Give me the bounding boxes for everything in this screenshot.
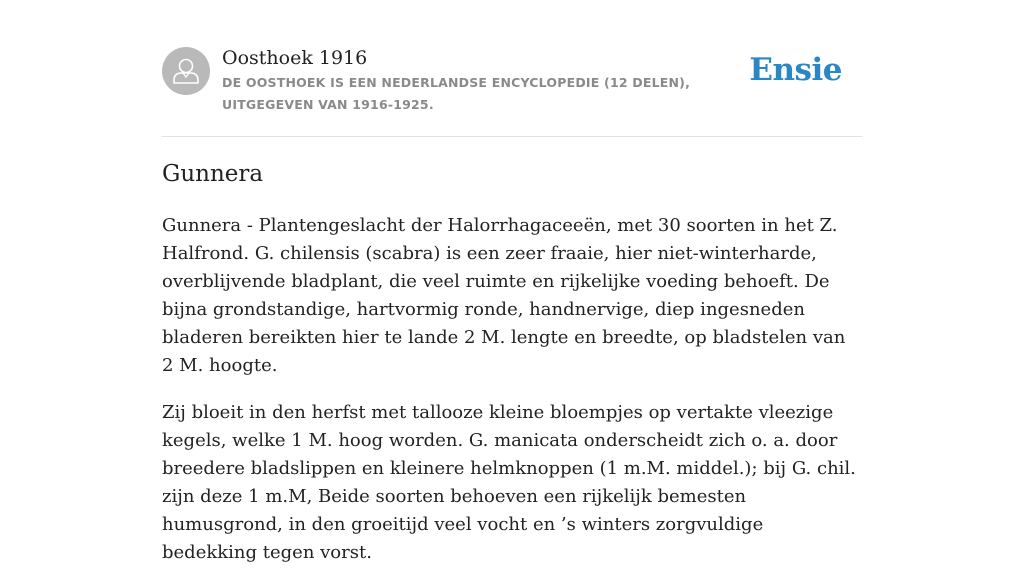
article-title: Gunnera xyxy=(162,161,264,187)
ensie-logo[interactable]: Ensie xyxy=(749,52,842,88)
user-avatar-icon[interactable] xyxy=(162,47,210,95)
page-container xyxy=(162,0,862,563)
article-body xyxy=(162,212,862,586)
source-title[interactable]: Oosthoek 1916 xyxy=(222,47,368,69)
source-header xyxy=(162,0,862,137)
article-paragraph: Gunnera - Plantengeslacht der Halorrhagaceeën, met 30 soorten in het Z. Halfrond. G. chilensis (scabra) is een zeer fraaie, hier niet-winterharde, overblijvende bladplant, die veel ruimte en rijkelijke voeding behoeft. De bijna grondstandige, hartvormig ronde, handnervige, diep ingesneden bladeren bereikten hier te lande 2 M. lengte en breedte, op bladstelen van 2 M. hoogte. xyxy=(162,215,846,376)
person-outline-icon xyxy=(162,47,210,95)
source-description: DE OOSTHOEK IS EEN NEDERLANDSE ENCYCLOPEDIE (12 DELEN), UITGEGEVEN VAN 1916-1925. xyxy=(222,75,691,112)
article-paragraph: Zij bloeit in den herfst met tallooze kleine bloempjes op vertakte vleezige kegels, welke 1 M. hoog worden. G. manicata onderscheidt zich o. a. door breedere bladslippen en kleinere helmknoppen (1 m.M. middel.); bij G. chil. zijn deze 1 m.M, Beide soorten behoeven een rijkelijk bemesten humusgrond, in den groeitijd veel vocht en ’s winters zorgvuldige bedekking tegen vorst. xyxy=(162,402,856,563)
